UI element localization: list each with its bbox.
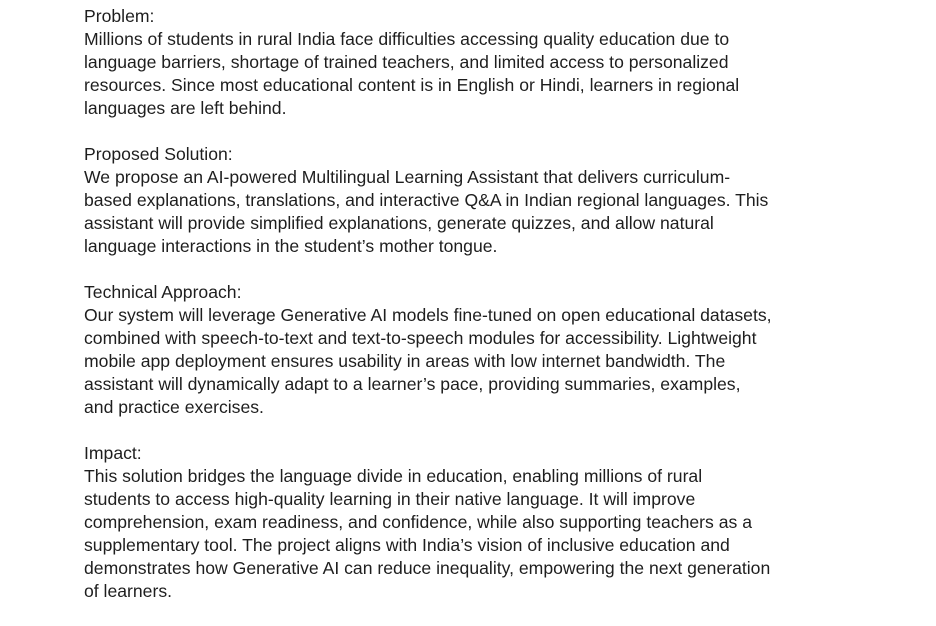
section-technical-approach [84, 281, 924, 419]
text-line: of learners. [84, 581, 173, 601]
text-line: students to access high-quality learning in their native language. It will improve [84, 489, 696, 509]
text-line: language interactions in the student’s mother tongue. [84, 236, 498, 256]
text-line: Millions of students in rural India face difficulties accessing quality education due to [84, 29, 730, 49]
section-heading: Problem: [84, 6, 155, 26]
section-impact [84, 442, 924, 603]
section-problem [84, 5, 924, 120]
text-line: languages are left behind. [84, 98, 287, 118]
text-line: based explanations, translations, and interactive Q&A in Indian regional languages. This [84, 190, 769, 210]
section-heading: Impact: [84, 443, 142, 463]
text-line: We propose an AI-powered Multilingual Learning Assistant that delivers curriculum- [84, 167, 731, 187]
text-line: assistant will dynamically adapt to a learner’s pace, providing summaries, examples, [84, 374, 741, 394]
text-line: This solution bridges the language divide in education, enabling millions of rural [84, 466, 703, 486]
text-line: demonstrates how Generative AI can reduce inequality, empowering the next generation [84, 558, 771, 578]
text-line: and practice exercises. [84, 397, 264, 417]
text-line: combined with speech-to-text and text-to-speech modules for accessibility. Lightweight [84, 328, 757, 348]
text-line: supplementary tool. The project aligns with India’s vision of inclusive education and [84, 535, 730, 555]
section-heading: Technical Approach: [84, 282, 242, 302]
text-line: mobile app deployment ensures usability in areas with low internet bandwidth. The [84, 351, 726, 371]
text-line: Our system will leverage Generative AI models fine-tuned on open educational datasets, [84, 305, 772, 325]
text-line: comprehension, exam readiness, and confidence, while also supporting teachers as a [84, 512, 752, 532]
section-proposed-solution [84, 143, 924, 258]
section-heading: Proposed Solution: [84, 144, 233, 164]
text-line: language barriers, shortage of trained teachers, and limited access to personalized [84, 52, 729, 72]
text-line: resources. Since most educational content is in English or Hindi, learners in regional [84, 75, 740, 95]
document-body [84, 5, 924, 626]
text-line: assistant will provide simplified explanations, generate quizzes, and allow natural [84, 213, 714, 233]
